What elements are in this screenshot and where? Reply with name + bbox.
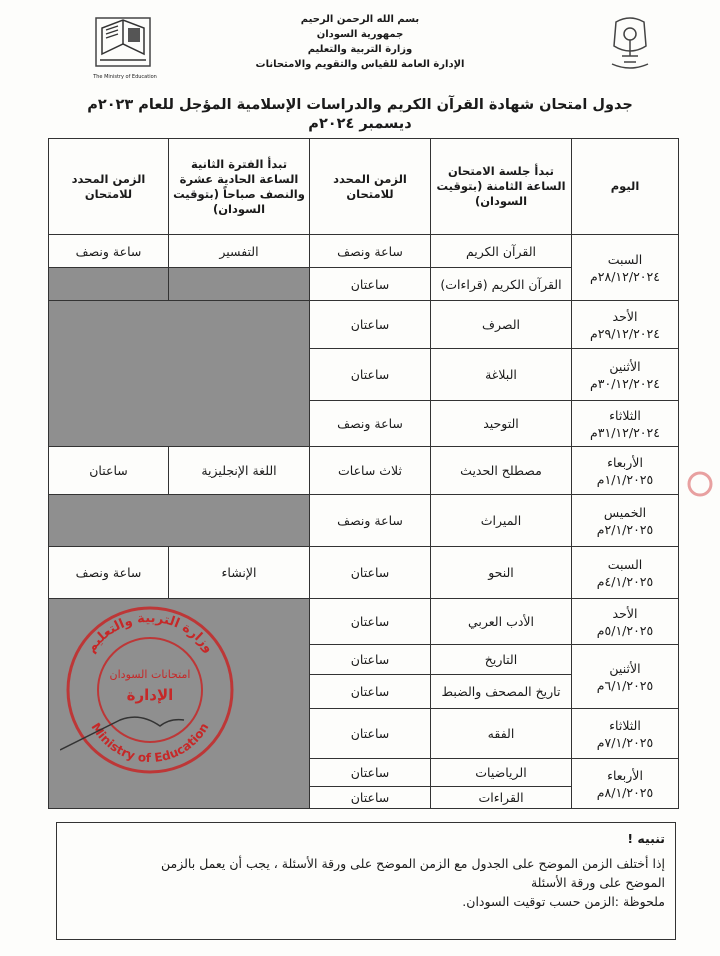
document-header [0,0,720,90]
ministry-logo [88,14,158,84]
subject-cell: الرياضيات [431,759,572,787]
stamp-mid-text: امتحانات السودان [109,668,191,681]
duration-cell: ساعة ونصف [310,495,431,547]
document-title [40,96,680,134]
header-session1: تبدأ جلسة الامتحان الساعة الثامنة (بتوقيت السودان) [431,139,572,235]
duration-cell: ساعة ونصف [49,235,169,268]
table-row [49,447,679,495]
empty-shaded-cell [169,268,310,301]
title-line: جدول امتحان شهادة القرآن الكريم والدراسات الإسلامية المؤجل للعام ٢٠٢٣م [87,97,633,113]
day-date: ٢/١/٢٠٢٥م [596,521,654,537]
subject-cell: الصرف [431,301,572,349]
empty-shaded-cell [49,599,310,809]
duration-cell: ساعتان [310,675,431,709]
day-name: الثلاثاء [609,717,641,733]
day-date: ١/١/٢٠٢٥م [596,471,654,487]
day-cell [572,495,679,547]
day-cell [572,709,679,759]
duration-cell: ساعة ونصف [310,235,431,268]
subject-cell: تاريخ المصحف والضبط [431,675,572,709]
day-date: ٣٠/١٢/٢٠٢٤م [590,375,660,391]
state-emblem [600,12,660,76]
duration-cell: ساعتان [310,759,431,787]
day-date: ٦/١/٢٠٢٥م [596,677,654,693]
duration-cell: ساعة ونصف [49,547,169,599]
empty-shaded-cell [49,495,310,547]
duration-cell: ساعة ونصف [310,401,431,447]
day-name: الأحد [612,308,638,324]
table-row [49,599,679,645]
note-line: الموضح على ورقة الأسئلة [530,875,665,890]
subject-cell: الفقه [431,709,572,759]
duration-cell: ساعتان [310,301,431,349]
day-cell [572,349,679,401]
subject-cell: القرآن الكريم (قراءات) [431,268,572,301]
day-cell [572,599,679,645]
subject-cell: القراءات [431,787,572,809]
day-cell [572,235,679,301]
note-remark: ملحوظة :الزمن حسب توقيت السودان. [462,894,665,909]
day-date: ٢٨/١٢/٢٠٢٤م [590,268,660,284]
day-cell [572,401,679,447]
subject-cell: التوحيد [431,401,572,447]
note-line: إذا أختلف الزمن الموضح على الجدول مع الزمن الموضح على ورقة الأسئلة ، يجب أن يعمل بالزمن [161,856,665,871]
day-name: الأثنين [609,358,641,374]
day-date: ٢٩/١٢/٢٠٢٤م [590,325,660,341]
subject-cell: القرآن الكريم [431,235,572,268]
subject-cell: النحو [431,547,572,599]
table-row [49,235,679,268]
subject-cell: الإنشاء [169,547,310,599]
note-title: تنبيه ! [627,831,665,846]
header-duration1: الزمن المحدد للامتحان [310,139,431,235]
day-name: الخميس [603,504,647,520]
watermark-icon [686,470,714,498]
logo-caption: The Ministry of Education [93,74,157,80]
day-cell [572,447,679,495]
note-box [56,822,676,940]
header-day: اليوم [572,139,679,235]
day-name: السبت [607,556,643,572]
table-header-row [49,139,679,235]
day-cell [572,759,679,809]
duration-cell: ساعتان [310,349,431,401]
table-row [49,301,679,349]
day-date: ٧/١/٢٠٢٥م [596,734,654,750]
day-name: الأثنين [609,660,641,676]
stamp-bottom-text: Ministry of Education [88,720,212,766]
duration-cell: ساعتان [310,547,431,599]
day-date: ٥/١/٢٠٢٥م [596,622,654,638]
duration-cell: ثلاث ساعات [310,447,431,495]
subject-cell: اللغة الإنجليزية [169,447,310,495]
duration-cell: ساعتان [310,268,431,301]
ministry-name: وزارة التربية والتعليم [307,44,413,55]
department-name: الإدارة العامة للقياس والتقويم والامتحانات [255,59,465,70]
duration-cell: ساعتان [49,447,169,495]
subject-cell: الميراث [431,495,572,547]
day-name: السبت [607,251,643,267]
duration-cell: ساعتان [310,599,431,645]
day-name: الأربعاء [607,454,643,470]
country-name: جمهورية السودان [316,29,404,40]
duration-cell: ساعتان [310,645,431,675]
day-date: ٣١/١٢/٢٠٢٤م [590,424,660,440]
day-name: الثلاثاء [609,407,641,423]
header-duration2: الزمن المحدد للامتحان [49,139,169,235]
stamp-top-text: وزارة التربية والتعليم [83,610,217,656]
exam-schedule-table [48,138,679,809]
header-session2: تبدأ الفترة الثانية الساعة الحادية عشرة والنصف صباحاً (بتوقيت السودان) [169,139,310,235]
day-cell [572,547,679,599]
day-date: ٨/١/٢٠٢٥م [596,784,654,800]
duration-cell: ساعتان [310,787,431,809]
day-name: الأحد [612,605,638,621]
table-row [49,495,679,547]
day-cell [572,645,679,709]
empty-shaded-cell [49,301,310,447]
day-date: ٤/١/٢٠٢٥م [596,573,654,589]
table-row [49,547,679,599]
basmala: بسم الله الرحمن الرحيم [300,14,420,25]
title-date: ديسمبر ٢٠٢٤م [308,116,412,132]
stamp-center-text: الإدارة [126,686,174,704]
empty-shaded-cell [49,268,169,301]
duration-cell: ساعتان [310,709,431,759]
secretary-bird-emblem-icon [600,12,660,76]
book-emblem-icon [88,14,158,74]
day-name: الأربعاء [607,767,643,783]
subject-cell: التاريخ [431,645,572,675]
day-cell [572,301,679,349]
subject-cell: الأدب العربي [431,599,572,645]
header-text [230,12,490,72]
subject-cell: التفسير [169,235,310,268]
subject-cell: البلاغة [431,349,572,401]
subject-cell: مصطلح الحديث [431,447,572,495]
